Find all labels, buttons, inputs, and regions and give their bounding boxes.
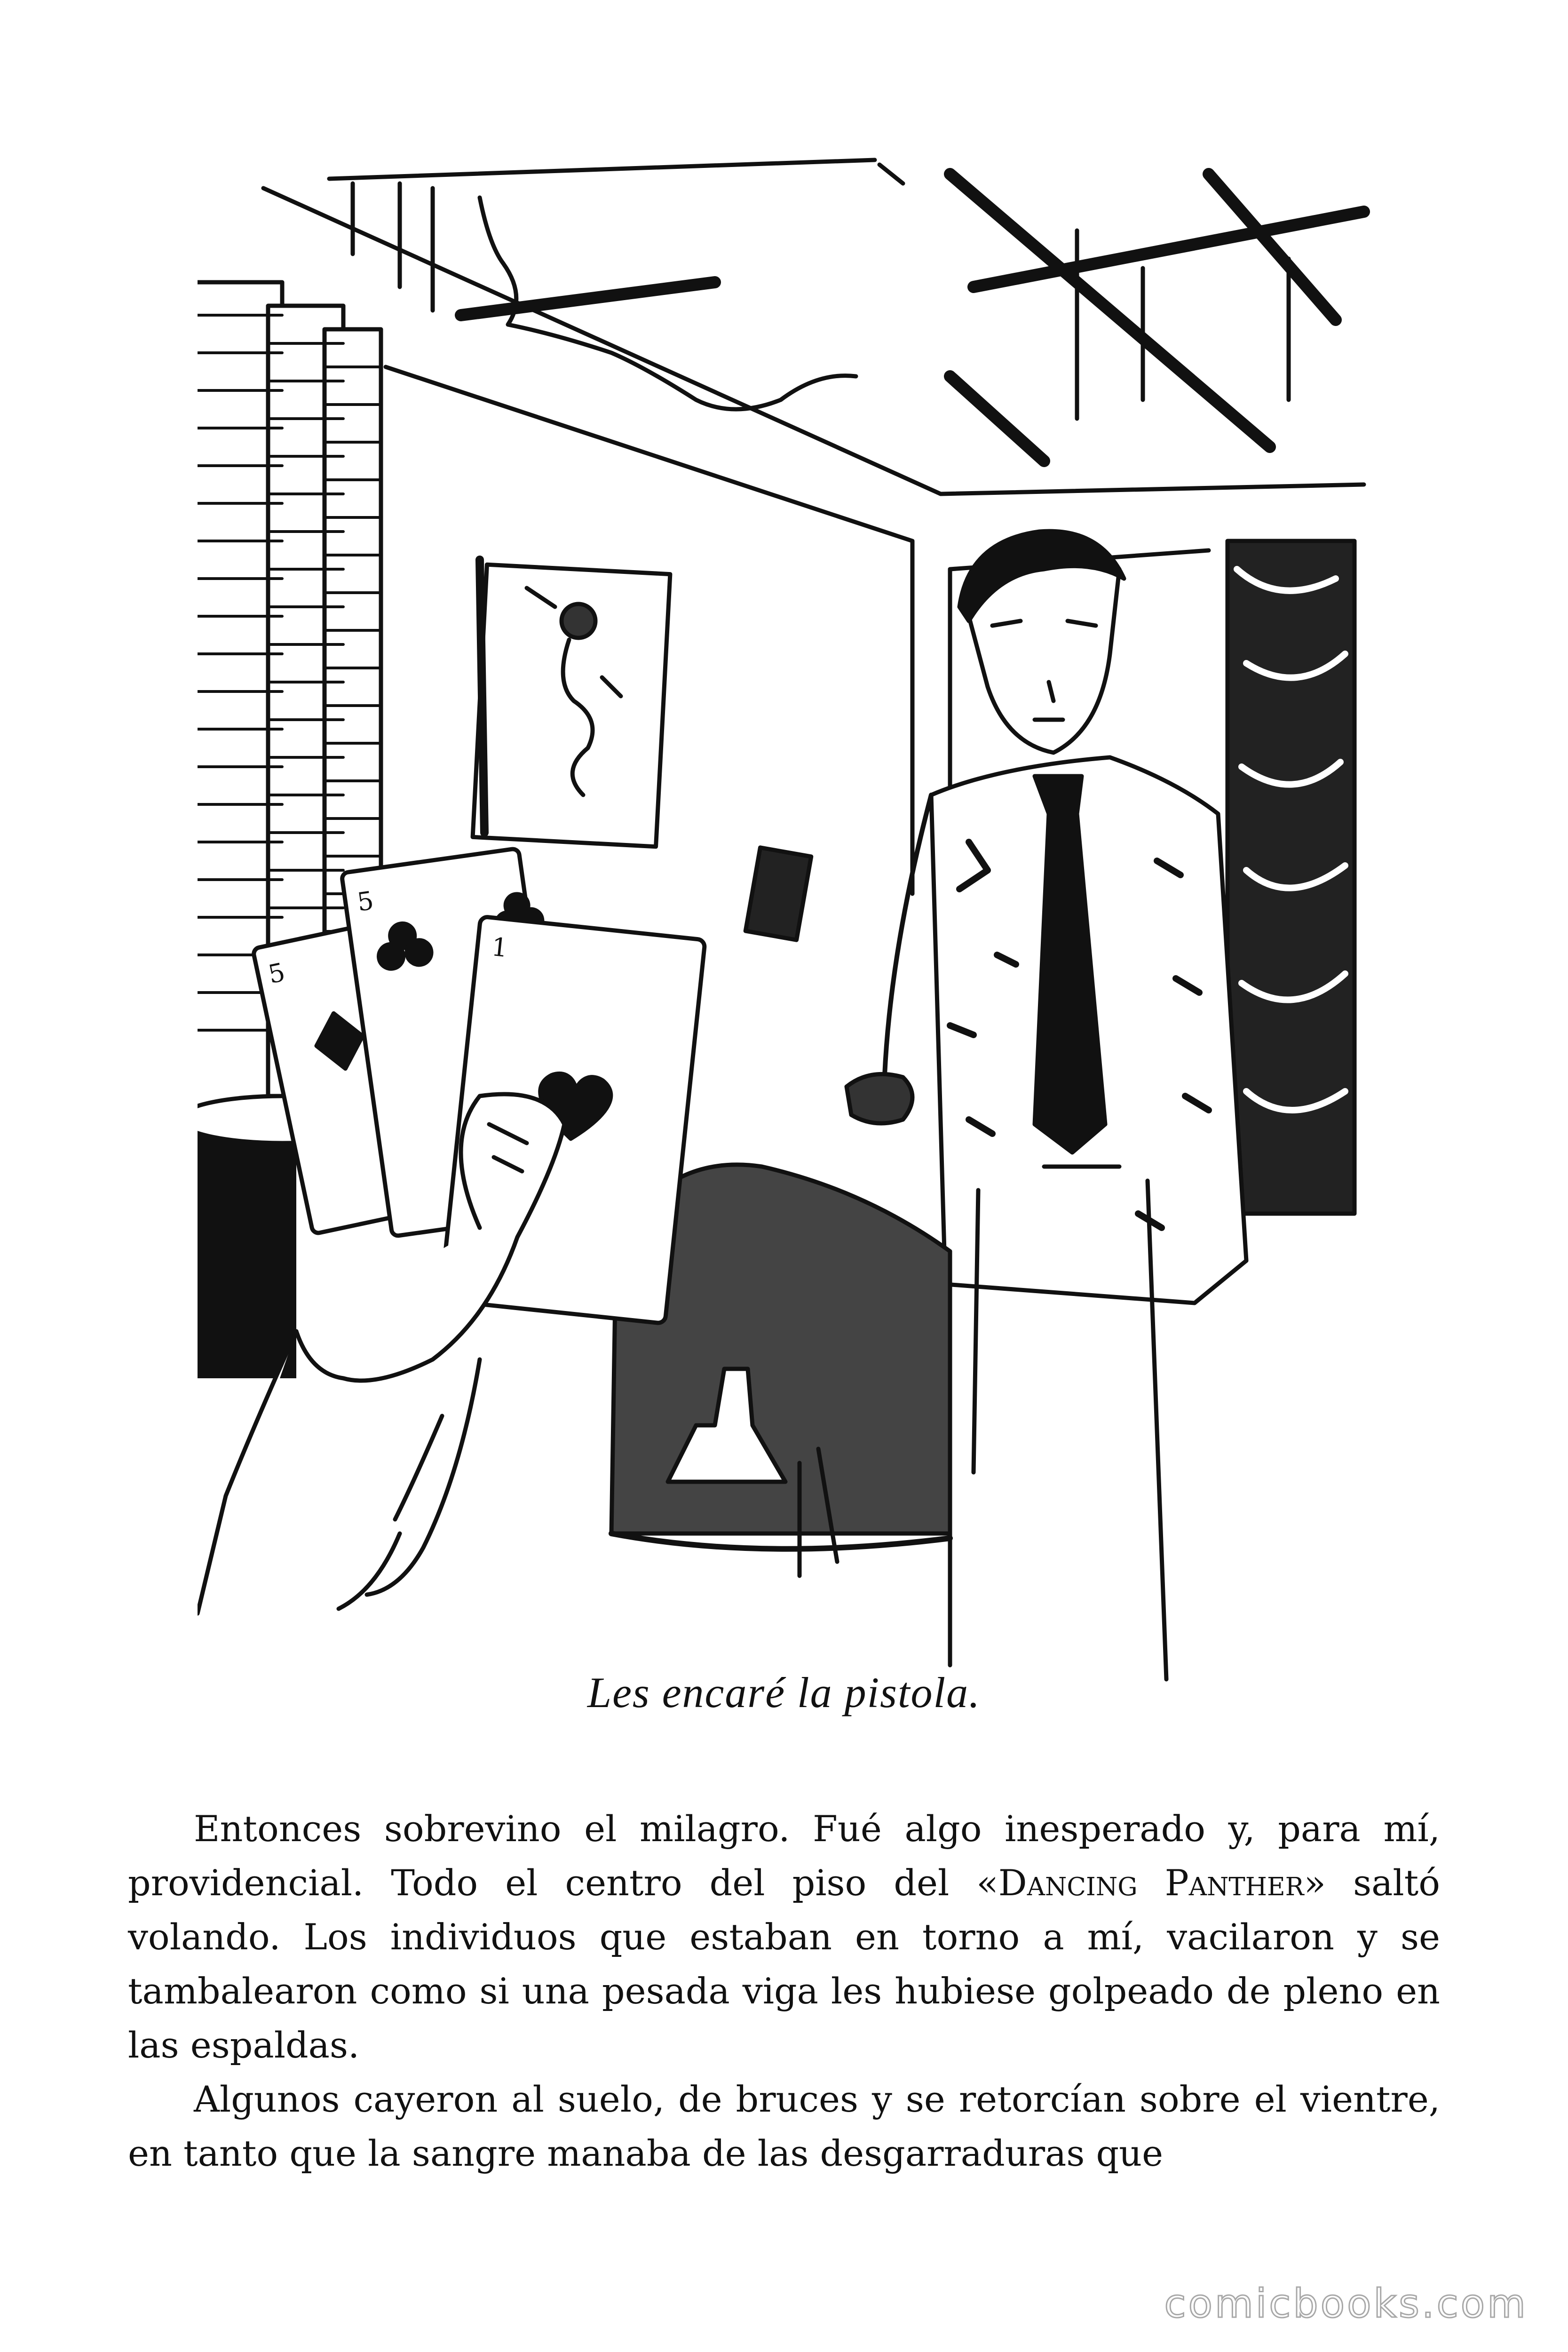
club-name: Dancing Panther [998, 1862, 1304, 1904]
svg-text:5: 5 [265, 957, 288, 990]
svg-text:5: 5 [355, 885, 376, 917]
illustration [198, 155, 1383, 1689]
window-lattice [1227, 541, 1354, 1214]
paragraph-1-end: » saltó volando. Los individuos que estaban en torno a mí, vacilaron y se tambalearon como si una pesada viga les hubiese golpeado de pleno en las espaldas. [128, 1862, 1440, 2066]
svg-text:1: 1 [490, 932, 509, 963]
body-text [128, 1802, 1440, 2180]
illustration-caption: Les encaré la pistola. [587, 1669, 981, 1716]
paragraph-1 [128, 1802, 1440, 2072]
paragraph-1-start: Entonces sobrevino el milagro. Fué algo inesperado y, para mí, providencial. Todo el centro del piso del « [128, 1808, 1440, 1904]
watermark: comicbooks.com [1164, 2280, 1528, 2327]
paragraph-2: Algunos cayeron al suelo, de bruces y se retorcían sobre el vientre, en tanto que la sangre manaba de las desgarraduras que [128, 2078, 1440, 2174]
ceiling [263, 160, 1364, 494]
poster [473, 560, 670, 847]
